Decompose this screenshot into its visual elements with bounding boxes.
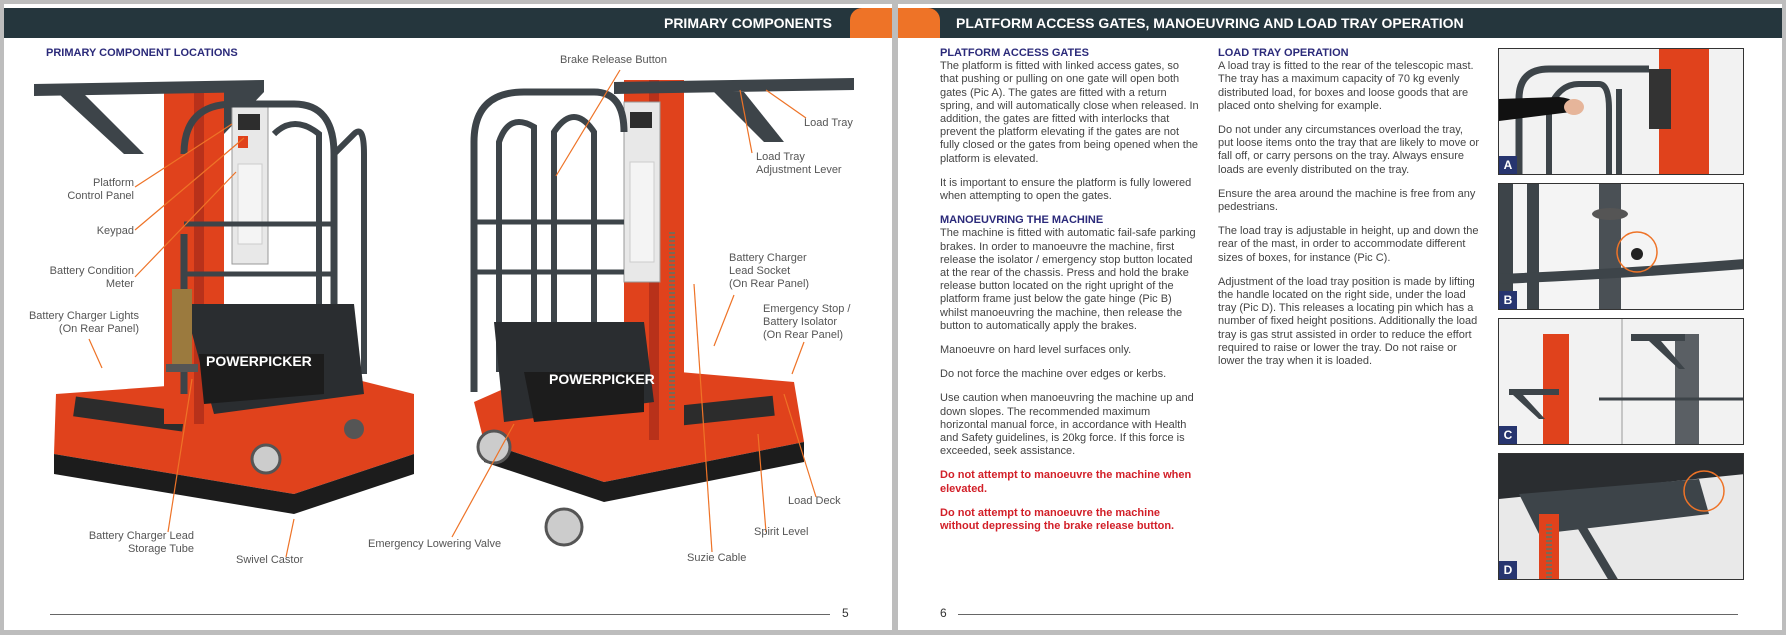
pic-d [1498, 453, 1744, 580]
header-title: PRIMARY COMPONENTS [663, 15, 832, 31]
callout-suzie-cable: Suzie Cable [687, 552, 747, 564]
pic-a-label: A [1499, 156, 1517, 174]
footer-rule [958, 614, 1738, 615]
callout-keypad: Keypad [96, 225, 134, 237]
pic-b-image [1499, 184, 1744, 310]
callout-battery-charger-socket: Battery Charger Lead Socket (On Rear Panel) [729, 252, 810, 290]
column-load-tray [1218, 47, 1480, 379]
manoeuvre-paragraph-3: Do not force the machine over edges or kerbs. [940, 368, 1167, 381]
pic-d-image [1499, 454, 1744, 580]
callout-battery-condition-meter: Battery Condition Meter [49, 265, 134, 290]
gates-paragraph-2: It is important to ensure the platform is fully lowered when attempting to open the gates. [940, 176, 1192, 203]
page-header [4, 8, 892, 38]
column-gates-manoeuvring [940, 47, 1200, 544]
callout-emergency-stop: Emergency Stop / Battery Isolator (On Rear Panel) [763, 303, 851, 341]
callout-load-tray: Load Tray [804, 117, 853, 129]
page-header [898, 8, 1782, 38]
page-number: 5 [842, 606, 849, 620]
pic-b [1498, 183, 1744, 310]
section-title: PRIMARY COMPONENT LOCATIONS [46, 47, 238, 59]
page-5 [4, 4, 892, 630]
footer-rule [50, 614, 830, 615]
tray-paragraph-4: The load tray is adjustable in height, up and down the rear of the mast, in order to accommodate different sizes of boxes, for instance (Pic C). [1218, 225, 1479, 264]
powerpicker-logo-rear: POWERPICKER [549, 371, 655, 387]
tray-paragraph-1: A load tray is fitted to the rear of the telescopic mast. The tray has a maximum capacity of 70 kg evenly distributed load, for boxes and loose goods that are placed onto shelving for example. [1218, 60, 1474, 112]
powerpicker-logo: POWERPICKER [206, 353, 312, 369]
page-number: 6 [940, 606, 947, 620]
warning-1: Do not attempt to manoeuvre the machine when elevated. [940, 469, 1192, 495]
manoeuvre-paragraph-1: The machine is fitted with automatic fail-safe parking brakes. In order to manoeuvre the machine, first release the isolator / emergency stop button located at the rear of the chassis. Press and hold the brake release button located on the right upright of the platform frame just below the gate hinge (Pic B) whilst manoeuvring the machine, then release the button to automatically apply the brakes. [940, 227, 1196, 332]
manoeuvre-paragraph-2: Manoeuvre on hard level surfaces only. [940, 344, 1132, 357]
manoeuvre-paragraph-4: Use caution when manoeuvring the machine up and down slopes. The recommended maximum horizontal manual force, in accordance with Health and Safety guidelines, is 20kg force. If this force is exceeded, seek assistance. [940, 392, 1194, 458]
callout-swivel-castor: Swivel Castor [236, 554, 304, 566]
tray-paragraph-5: Adjustment of the load tray position is made by lifting the handle located on the right side, under the load tray (Pic D). This releases a locating pin which has a number of fixed height positions. Additionally the load tray is gas strut assisted in order to reduce the effort required to raise or lower the tray. Do not raise or lower the tray when it is loaded. [1218, 275, 1478, 368]
header-orange-tab [850, 8, 892, 38]
tray-title: LOAD TRAY OPERATION [1218, 47, 1349, 59]
page-6 [898, 4, 1782, 630]
manoeuvre-title: MANOEUVRING THE MACHINE [940, 214, 1104, 227]
callout-battery-charger-lights: Battery Charger Lights (On Rear Panel) [28, 310, 139, 335]
gates-paragraph-1: The platform is fitted with linked access gates, so that pushing or pulling on one gate will open both gates (Pic A). The gates are fitted with a return spring, and will automatically close when released. In addition, the gates are fitted with interlocks that prevent the platform elevating if the gates are not fully closed or the gates from being opened when the platform is elevated. [940, 60, 1199, 165]
tray-paragraph-2: Do not under any circumstances overload the tray, put loose items onto the tray that are likely to move or fall off, or carry persons on the tray. Always ensure loads are evenly distributed on the tray. [1218, 124, 1480, 176]
gates-title: PLATFORM ACCESS GATES [940, 47, 1089, 59]
callout-brake-release: Brake Release Button [560, 54, 668, 66]
callout-spirit-level: Spirit Level [754, 526, 809, 538]
header-orange-tab [898, 8, 940, 38]
callout-emergency-lowering-valve: Emergency Lowering Valve [368, 538, 502, 550]
header-title: PLATFORM ACCESS GATES, MANOEUVRING AND LOAD TRAY OPERATION [956, 15, 1464, 31]
pic-d-label: D [1499, 561, 1517, 579]
pic-a-image [1499, 49, 1744, 175]
callout-load-tray-adjustment: Load Tray Adjustment Lever [756, 151, 842, 176]
pic-c-image [1499, 319, 1744, 445]
pic-a [1498, 48, 1744, 175]
warning-2: Do not attempt to manoeuvre the machine without depressing the brake release button. [940, 506, 1175, 533]
callout-platform-control-panel: Platform Control Panel [67, 177, 134, 202]
callout-load-deck: Load Deck [788, 495, 841, 507]
pic-b-label: B [1499, 291, 1517, 309]
tray-paragraph-3: Ensure the area around the machine is free from any pedestrians. [1218, 187, 1476, 214]
pic-c [1498, 318, 1744, 445]
pic-c-label: C [1499, 426, 1517, 444]
machine-front-photo [34, 74, 424, 544]
callout-battery-charger-tube: Battery Charger Lead Storage Tube [88, 530, 194, 555]
